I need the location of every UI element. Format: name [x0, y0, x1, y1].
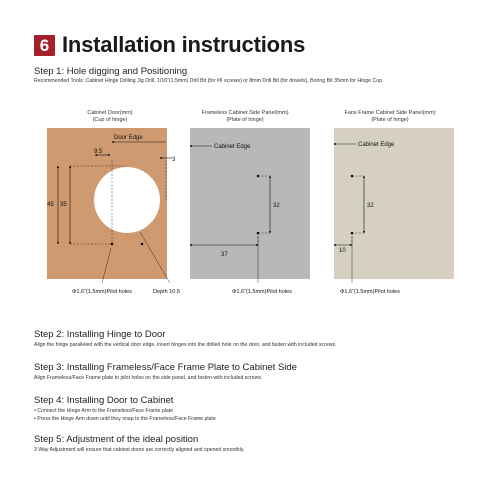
door-pilot-label: Φ1.6"(1.5mm)Pilot holes: [72, 289, 132, 295]
frameless-panel: [190, 128, 310, 279]
step4-bullets: [34, 407, 216, 423]
door-depth-label: Depth 10.5: [153, 289, 180, 295]
faceframe-diagram: [334, 128, 454, 295]
step5-desc: 3 Way Adjustment will ensure that cabinet doors are correctly aligned and opened smoothly.: [34, 447, 245, 453]
step4-bullet-1: Connect the Hinge Arm to the Frameless/Face Frame plate: [37, 408, 174, 414]
door-panel-subtitle: (Cup of hinge): [92, 117, 128, 123]
door-dim-9-5: 9.5: [94, 149, 103, 155]
faceframe-dim-32: 32: [367, 203, 374, 209]
step5-title: Step 5: Adjustment of the ideal position: [34, 434, 199, 445]
frameless-dim-37: 37: [221, 252, 228, 258]
frameless-edge-label: Cabinet Edge: [214, 144, 251, 150]
step1-tools: Recommended Tools: Cabinet Hinge Drilling Jig Drill, 1/16"(1.5mm) Drill Bit (for #6 screws) or 8mm Drill Bit (for dowels), Boring Bit 35mm for Hinge Cup: [34, 78, 382, 84]
step2-desc: Align the hinge paralleled with the vertical door edge, insert hinges into the drilled hole on the door, and fasten with included screws.: [34, 342, 337, 348]
frameless-pilot-label: Φ1.6"(1.5mm)Pilot holes: [232, 289, 292, 295]
step1-title: Step 1: Hole digging and Positioning: [34, 66, 188, 77]
door-dim-45: 45: [47, 202, 54, 208]
frameless-panel-title: Frameless Cabinet Side Panel(mm): [201, 110, 289, 116]
faceframe-pilot-label: Φ1.6"(1.5mm)Pilot holes: [340, 289, 400, 295]
frameless-diagram: [190, 128, 310, 295]
door-pilot-hole: [141, 243, 144, 246]
step-number-badge: 6: [34, 35, 55, 56]
step4-title: Step 4: Installing Door to Cabinet: [34, 395, 174, 406]
door-diagram: [47, 128, 180, 295]
hinge-cup-hole: [94, 167, 160, 233]
frameless-panel-subtitle: (Plate of hinge): [226, 117, 264, 123]
frameless-dim-32: 32: [273, 203, 280, 209]
list-item: • Press the Hinge Arm down until they snap to the Frameless/Face Frame plate: [34, 416, 216, 422]
door-edge-label: Door Edge: [114, 135, 143, 141]
faceframe-panel-subtitle: (Plate of hinge): [371, 117, 409, 123]
door-dim-3: 3: [172, 157, 176, 163]
page-title: Installation instructions: [62, 32, 306, 57]
door-dim-35: 35: [60, 202, 67, 208]
faceframe-edge-label: Cabinet Edge: [358, 142, 395, 148]
faceframe-panel-title: Face Frame Cabinet Side Panel(mm): [344, 110, 436, 116]
step2-title: Step 2: Installing Hinge to Door: [34, 329, 166, 340]
list-item: • Connect the Hinge Arm to the Frameless/Face Frame plate: [34, 408, 174, 414]
step3-desc: Align Frameless/Face Frame plate to pilot holes on the side panel, and fasten with included screws.: [34, 375, 263, 381]
faceframe-dim-10: 10: [339, 248, 346, 254]
step4-bullet-2: Press the Hinge Arm down until they snap to the Frameless/Face Frame plate: [37, 416, 216, 422]
step3-title: Step 3: Installing Frameless/Face Frame Plate to Cabinet Side: [34, 362, 297, 373]
door-panel-title: Cabinet Door(mm): [87, 110, 133, 116]
